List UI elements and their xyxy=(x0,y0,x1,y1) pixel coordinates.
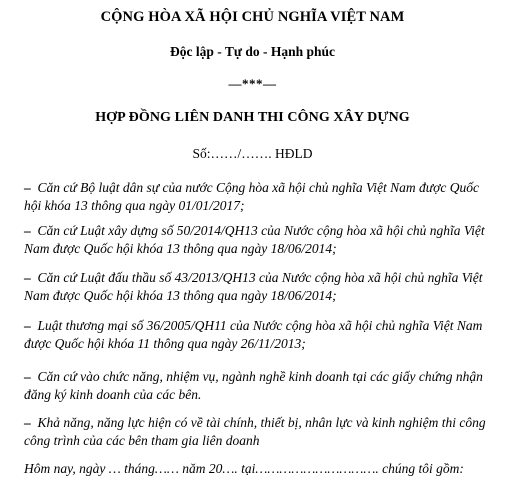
legal-basis-item xyxy=(24,269,499,305)
bullet-dash: – xyxy=(24,369,31,384)
legal-basis-text: Căn cứ Luật đấu thầu số 43/2013/QH13 của Nước cộng hòa xã hội chủ nghĩa Việt Nam được Quốc hội khóa 13 thông qua ngày 18/06/2014; xyxy=(24,270,483,303)
legal-basis-item xyxy=(24,414,499,450)
legal-basis-item xyxy=(24,222,499,258)
contract-number: Số:……/……. HĐLD xyxy=(192,146,313,161)
legal-basis-text: Căn cứ Bộ luật dân sự của nước Cộng hòa xã hội chủ nghĩa Việt Nam được Quốc hội khóa 13 thông qua ngày 01/01/2017; xyxy=(24,180,479,213)
separator-stars: —***— xyxy=(228,76,277,91)
legal-basis-item xyxy=(24,179,499,215)
contract-title: HỢP ĐỒNG LIÊN DANH THI CÔNG XÂY DỰNG xyxy=(95,110,410,125)
legal-basis-text: Căn cứ vào chức năng, nhiệm vụ, ngành nghề kinh doanh tại các giấy chứng nhận đăng ký kinh doanh của các bên. xyxy=(24,369,483,402)
legal-basis-item xyxy=(24,317,499,353)
bullet-dash: – xyxy=(24,270,31,285)
contract-date-line: Hôm nay, ngày … tháng…… năm 20…. tại…………………………. chúng tôi gồm: xyxy=(24,461,464,476)
national-motto: Độc lập - Tự do - Hạnh phúc xyxy=(169,44,336,59)
legal-basis-text: Căn cứ Luật xây dựng số 50/2014/QH13 của Nước cộng hòa xã hội chủ nghĩa Việt Nam được Quốc hội khóa 13 thông qua ngày 18/06/2014; xyxy=(24,223,485,256)
national-title: CỘNG HÒA XÃ HỘI CHỦ NGHĨA VIỆT NAM xyxy=(100,9,405,25)
legal-basis-text: Khả năng, năng lực hiện có về tài chính, thiết bị, nhân lực và kinh nghiệm thi công công trình của các bên tham gia liên doanh xyxy=(24,415,486,448)
bullet-dash: – xyxy=(24,180,31,195)
legal-basis-item xyxy=(24,368,499,404)
bullet-dash: – xyxy=(24,223,31,238)
bullet-dash: – xyxy=(24,318,31,333)
legal-basis-text: Luật thương mại số 36/2005/QH11 của Nước cộng hòa xã hội chủ nghĩa Việt Nam được Quốc hội khóa 11 thông qua ngày 26/11/2013; xyxy=(24,318,483,351)
bullet-dash: – xyxy=(24,415,31,430)
